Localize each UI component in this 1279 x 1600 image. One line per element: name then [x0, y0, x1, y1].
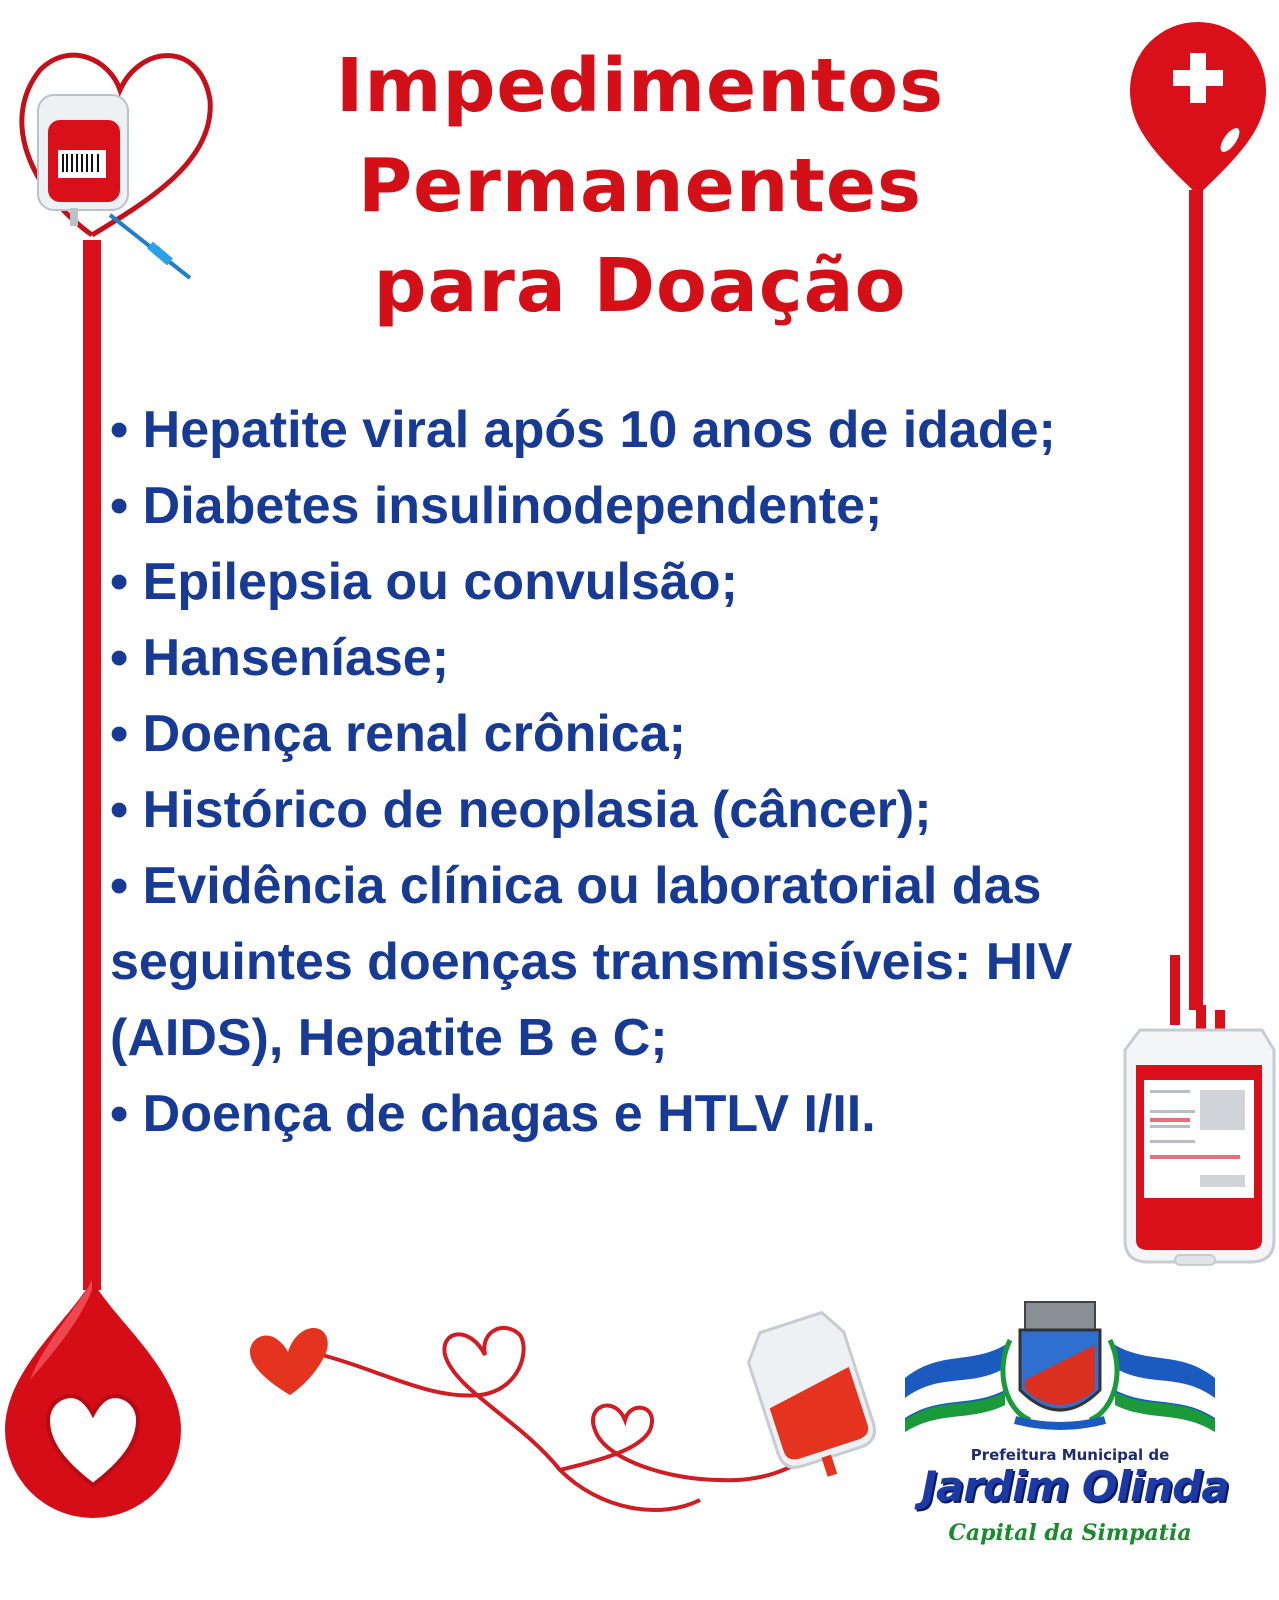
list-item: • Hepatite viral após 10 anos de idade;	[110, 401, 1056, 459]
list-item: • Doença de chagas e HTLV I/II.	[110, 1085, 876, 1143]
logo-slogan: Capital da Simpatia	[948, 1520, 1192, 1546]
logo-prefeitura-label: Prefeitura Municipal de	[970, 1446, 1170, 1464]
list-item: • Doença renal crônica;	[110, 705, 686, 763]
left-tube	[83, 240, 101, 1290]
blood-bag-icon	[38, 95, 128, 226]
impediments-list	[110, 392, 1130, 1152]
medical-cross-pin-icon	[1130, 22, 1266, 195]
list-item: • Histórico de neoplasia (câncer);	[110, 781, 932, 839]
heart-tube-bottom-icon	[322, 1328, 810, 1510]
list-item: • Epilepsia ou convulsão;	[110, 553, 738, 611]
title-line-1: Impedimentos	[335, 43, 945, 129]
blood-drop-heart-icon	[5, 1280, 181, 1518]
title-line-3: para Doação	[373, 243, 907, 329]
list-item: • Diabetes insulinodependente;	[110, 477, 883, 535]
municipal-seal-icon	[905, 1302, 1215, 1432]
title-line-2: Permanentes	[357, 143, 923, 229]
logo-city-name: Jardim Olinda	[921, 1462, 1229, 1511]
list-item: • Hanseníase;	[110, 629, 450, 687]
right-tube	[1189, 190, 1203, 1010]
page-title	[230, 36, 1050, 336]
heart-icon	[250, 1328, 328, 1395]
small-blood-bag-icon	[741, 1308, 885, 1489]
list-item: • Evidência clínica ou laboratorial das seguintes doenças transmissíveis: HIV (AIDS), Hepatite B e C;	[110, 857, 1073, 1067]
